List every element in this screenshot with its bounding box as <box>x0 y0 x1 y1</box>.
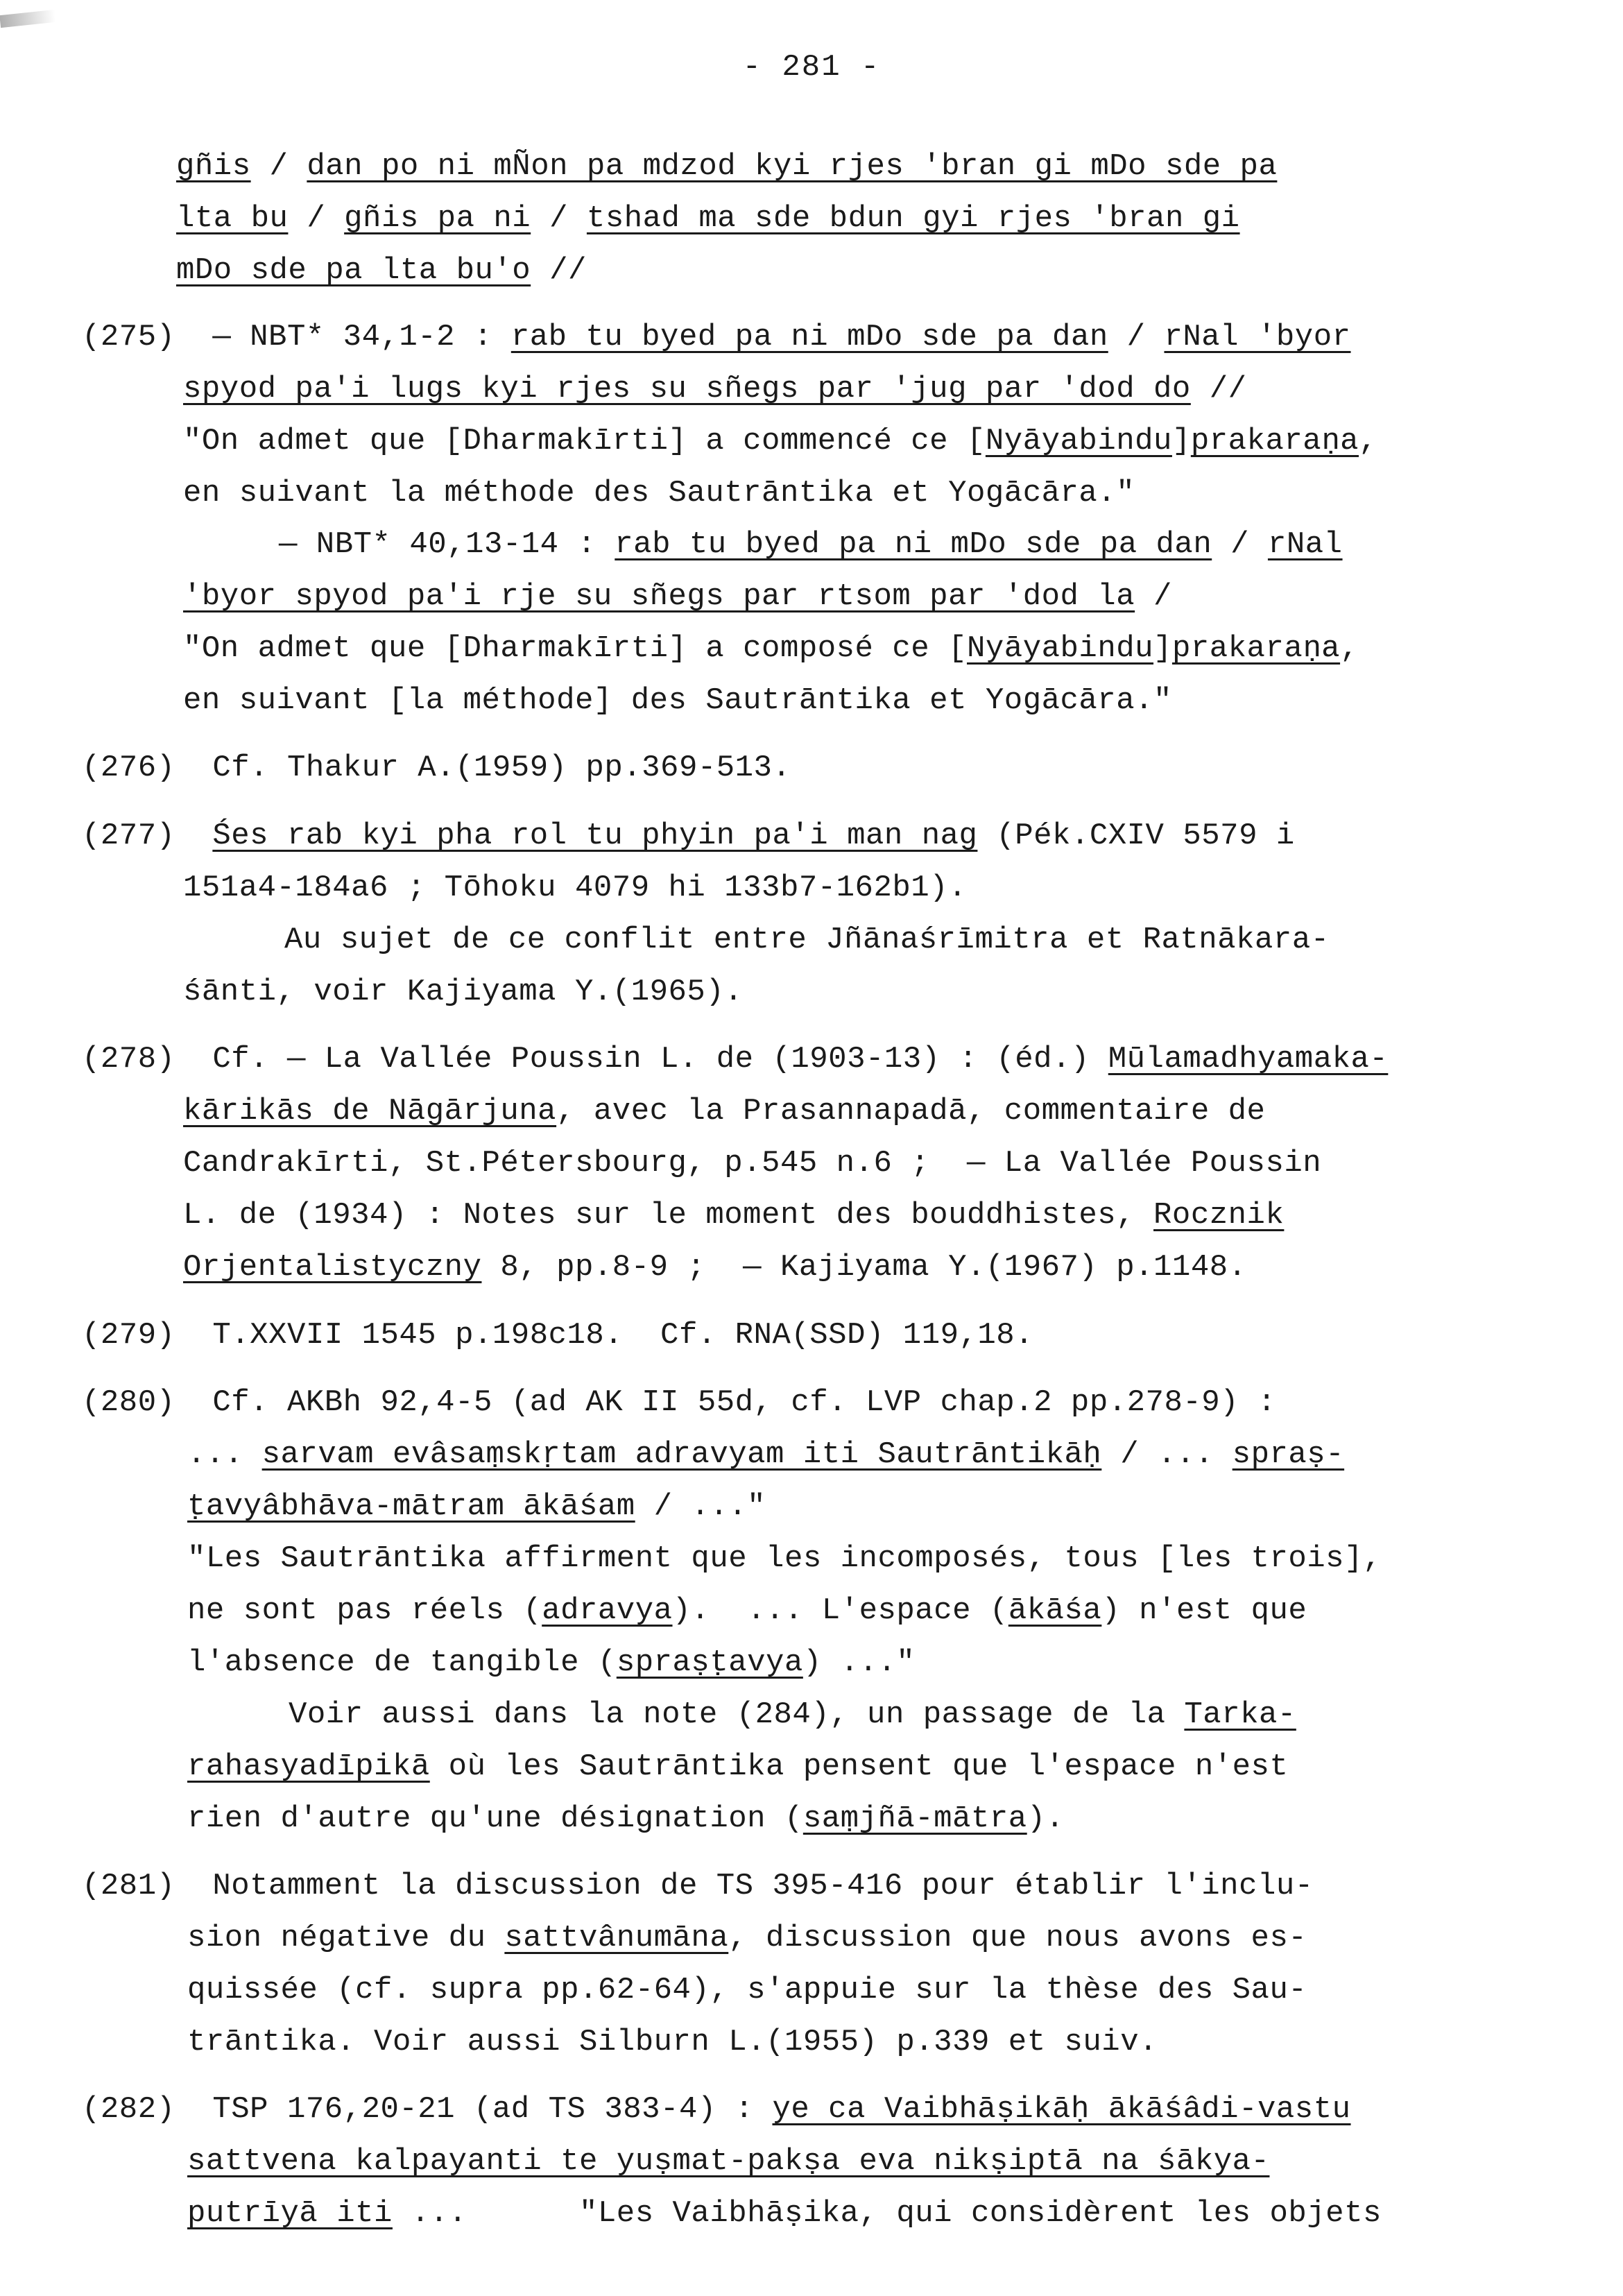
underlined-term: sattvena kalpayanti te yuṣmat-pakṣa eva nikṣiptā na śākya- <box>187 2144 1270 2179</box>
text-line <box>183 683 1172 718</box>
text-segment: ] <box>1171 424 1191 459</box>
underlined-term: prakaraṇa <box>1190 424 1359 459</box>
text-segment: (279) T.XXVII 1545 p.198c18. Cf. RNA(SSD) 119,18. <box>82 1318 1034 1353</box>
text-segment: 8, pp.8-9 ; — Kajiyama Y.(1967) p.1148. <box>481 1250 1247 1285</box>
underlined-term: spraṣ- <box>1232 1437 1345 1472</box>
text-line <box>183 1250 1247 1285</box>
text-line <box>82 1869 1314 1903</box>
text-segment: — NBT* 40,13-14 : <box>279 527 615 562</box>
underlined-term: Orjentalistyczny <box>183 1250 482 1285</box>
text-line <box>176 201 1240 236</box>
underlined-term: lta bu <box>176 201 289 236</box>
text-segment: / <box>288 201 345 236</box>
underlined-term: ṭavyâbhāva-mātram ākāśam <box>187 1489 635 1524</box>
underlined-term: rNal <box>1267 527 1343 562</box>
text-segment: rien d'autre qu'une désignation ( <box>187 1801 803 1836</box>
underlined-term: saṃjñā-mātra <box>802 1801 1027 1836</box>
text-line <box>82 2092 1351 2127</box>
text-segment: quissée (cf. supra pp.62-64), s'appuie sur la thèse des Sau- <box>187 1973 1307 2007</box>
text-segment: Candrakīrti, St.Pétersbourg, p.545 n.6 ; — La Vallée Poussin <box>183 1146 1322 1181</box>
text-segment: "On admet que [Dharmakīrti] a commencé ce [ <box>183 424 986 459</box>
text-line <box>187 1801 1065 1836</box>
underlined-term: putrīyā iti <box>187 2196 393 2231</box>
underlined-term: adravya <box>542 1593 673 1628</box>
text-segment: / <box>1212 527 1268 562</box>
underlined-term: kārikās de Nāgārjuna <box>183 1094 557 1129</box>
text-segment: en suivant la méthode des Sautrāntika et Yogācāra." <box>183 476 1135 511</box>
text-line <box>176 149 1277 184</box>
text-segment: trāntika. Voir aussi Silburn L.(1955) p.339 et suiv. <box>187 2025 1158 2059</box>
text-line <box>82 819 1295 853</box>
text-segment: // <box>531 253 587 288</box>
underlined-term: Nyāyabindu <box>985 424 1172 459</box>
underlined-term: ākāśa <box>1008 1593 1102 1628</box>
underlined-term: Śes rab kyi pha rol tu phyin pa'i man nag <box>212 819 978 853</box>
underlined-term: tshad ma sde bdun gyi rjes 'bran gi <box>586 201 1240 236</box>
underlined-term: prakaraṇa <box>1171 631 1341 666</box>
text-segment: / <box>250 149 307 184</box>
text-line <box>284 923 1330 957</box>
text-segment: "Les Sautrāntika affirment que les incomposés, tous [les trois], <box>187 1541 1382 1576</box>
text-segment: (281) Notamment la discussion de TS 395-416 pour établir l'inclu- <box>82 1869 1314 1903</box>
underlined-term: dan po ni mÑon pa mdzod kyi rjes 'bran gi mDo sde pa <box>307 149 1278 184</box>
page-number: - 281 - <box>742 50 881 85</box>
text-segment: (275) — NBT* 34,1-2 : <box>82 320 511 354</box>
text-segment: ). ... L'espace ( <box>672 1593 1008 1628</box>
text-segment: (280) Cf. AKBh 92,4-5 (ad AK II 55d, cf. LVP chap.2 pp.278-9) : <box>82 1385 1276 1420</box>
text-line <box>187 1593 1307 1628</box>
text-segment: śānti, voir Kajiyama Y.(1965). <box>183 975 744 1009</box>
text-line <box>183 1094 1265 1129</box>
text-line <box>183 372 1247 406</box>
text-segment: en suivant [la méthode] des Sautrāntika et Yogācāra." <box>183 683 1172 718</box>
text-line <box>82 1385 1276 1420</box>
text-line <box>183 975 743 1009</box>
text-segment: ne sont pas réels ( <box>187 1593 542 1628</box>
text-line <box>289 1697 1296 1732</box>
text-segment: , <box>1358 424 1377 459</box>
text-line <box>183 1198 1284 1233</box>
text-segment: ) ..." <box>802 1645 916 1680</box>
text-line <box>187 2025 1158 2059</box>
underlined-term: gñis <box>176 149 251 184</box>
text-segment: Voir aussi dans la note (284), un passage de la <box>289 1697 1185 1732</box>
text-line <box>187 1749 1288 1784</box>
underlined-term: Rocznik <box>1153 1198 1285 1233</box>
text-segment: / ... <box>1101 1437 1233 1472</box>
text-line <box>187 1489 766 1524</box>
text-line <box>187 2144 1269 2179</box>
text-segment: (277) <box>82 819 213 853</box>
text-segment: sion négative du <box>187 1921 505 1955</box>
text-line <box>82 1318 1033 1353</box>
text-line <box>187 2196 1382 2231</box>
text-segment: / ..." <box>635 1489 766 1524</box>
underlined-term: Mūlamadhyamaka- <box>1108 1042 1389 1077</box>
text-line <box>176 253 587 288</box>
text-segment: "On admet que [Dharmakīrti] a composé ce [ <box>183 631 967 666</box>
underlined-term: sarvam evâsaṃskṛtam adravyam iti Sautrāntikāḥ <box>261 1437 1102 1472</box>
underlined-term: sattvânumāna <box>504 1921 729 1955</box>
text-segment: ). <box>1027 1801 1065 1836</box>
text-line <box>183 579 1172 614</box>
underlined-term: Tarka- <box>1184 1697 1296 1732</box>
underlined-term: rNal 'byor <box>1164 320 1351 354</box>
text-line <box>82 751 791 785</box>
underlined-term: spraṣṭavya <box>616 1645 803 1680</box>
text-segment: ) n'est que <box>1101 1593 1307 1628</box>
underlined-term: Nyāyabindu <box>966 631 1154 666</box>
text-line <box>183 1146 1321 1181</box>
underlined-term: rab tu byed pa ni mDo sde pa dan <box>615 527 1212 562</box>
text-segment: (278) Cf. — La Vallée Poussin L. de (1903-13) : (éd.) <box>82 1042 1108 1077</box>
text-segment: , <box>1340 631 1359 666</box>
text-segment: (Pék.CXIV 5579 i <box>977 819 1295 853</box>
text-line <box>183 476 1135 511</box>
text-line <box>82 1042 1388 1077</box>
text-segment: L. de (1934) : Notes sur le moment des bouddhistes, <box>183 1198 1154 1233</box>
text-segment: ] <box>1153 631 1172 666</box>
text-line <box>187 1645 915 1680</box>
text-segment: où les Sautrāntika pensent que l'espace n'est <box>429 1749 1289 1784</box>
text-segment: / <box>1108 320 1165 354</box>
text-line <box>187 1541 1382 1576</box>
underlined-term: 'byor spyod pa'i rje su sñegs par rtsom par 'dod la <box>183 579 1135 614</box>
text-segment: , avec la Prasannapadā, commentaire de <box>556 1094 1266 1129</box>
text-line <box>183 871 967 905</box>
text-segment: (282) TSP 176,20-21 (ad TS 383-4) : <box>82 2092 773 2127</box>
underlined-term: spyod pa'i lugs kyi rjes su sñegs par 'jug par 'dod do <box>183 372 1191 406</box>
text-segment: / <box>1135 579 1172 614</box>
text-segment: // <box>1190 372 1247 406</box>
scan-artifact <box>0 10 56 28</box>
underlined-term: mDo sde pa lta bu'o <box>176 253 531 288</box>
text-line <box>183 631 1359 666</box>
text-segment: Au sujet de ce conflit entre Jñānaśrīmitra et Ratnākara- <box>284 923 1330 957</box>
text-line <box>279 527 1343 562</box>
text-segment: 151a4-184a6 ; Tōhoku 4079 hi 133b7-162b1). <box>183 871 967 905</box>
underlined-term: rab tu byed pa ni mDo sde pa dan <box>510 320 1108 354</box>
text-segment: / <box>531 201 587 236</box>
text-segment: ... <box>187 1437 262 1472</box>
underlined-term: gñis pa ni <box>344 201 531 236</box>
text-line <box>82 320 1351 354</box>
text-line <box>183 424 1377 459</box>
text-segment: ... "Les Vaibhāṣika, qui considèrent les objets <box>392 2196 1382 2231</box>
text-segment: , discussion que nous avons es- <box>728 1921 1307 1955</box>
text-line <box>187 1973 1307 2007</box>
text-line <box>187 1437 1344 1472</box>
text-line <box>187 1921 1307 1955</box>
underlined-term: ye ca Vaibhāṣikāḥ ākāśâdi-vastu <box>772 2092 1351 2127</box>
text-segment: (276) Cf. Thakur A.(1959) pp.369-513. <box>82 751 791 785</box>
underlined-term: rahasyadīpikā <box>187 1749 430 1784</box>
text-segment: l'absence de tangible ( <box>187 1645 617 1680</box>
